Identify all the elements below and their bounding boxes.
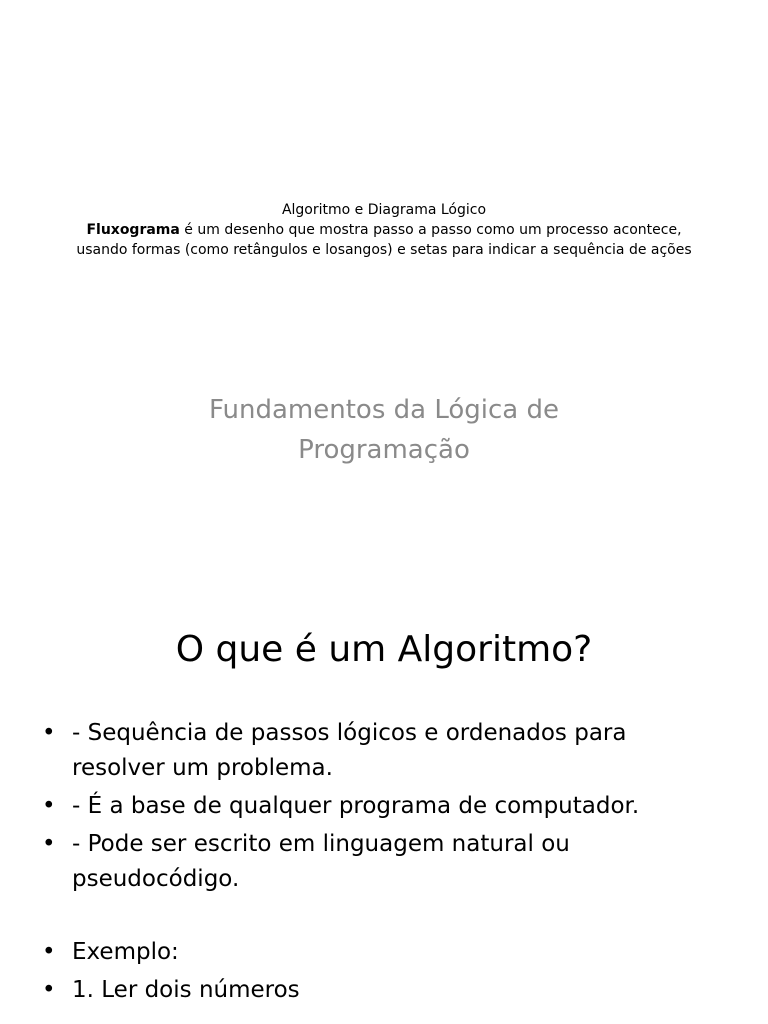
bullet-text-line-1: - Sequência de passos lógicos e ordenados para xyxy=(72,720,627,746)
intro-term: Fluxograma xyxy=(86,222,180,238)
bullet-text-line-2: pseudocódigo. xyxy=(72,866,240,892)
bullet-dot: • xyxy=(42,720,56,746)
bullet-item xyxy=(42,935,742,970)
bullet-text-line-2: resolver um problema. xyxy=(72,755,333,781)
intro-heading: Algoritmo e Diagrama Lógico xyxy=(281,202,487,218)
presentation-subtitle xyxy=(0,390,768,470)
intro-block xyxy=(0,200,768,260)
bullet-item xyxy=(42,973,742,1008)
bullet-list xyxy=(42,716,742,1011)
intro-definition-line-2: usando formas (como retângulos e losangos) e setas para indicar a sequência de ações xyxy=(76,242,692,258)
subtitle-line-1: Fundamentos da Lógica de xyxy=(209,395,559,425)
bullet-text-line-1: - Pode ser escrito em linguagem natural ou xyxy=(72,831,570,857)
bullet-item xyxy=(42,716,742,786)
subtitle-line-2: Programação xyxy=(298,435,470,465)
bullet-dot: • xyxy=(42,977,56,1003)
slide-title: O que é um Algoritmo? xyxy=(175,629,593,670)
bullet-text-line-1: - É a base de qualquer programa de computador. xyxy=(72,793,640,819)
bullet-text-line-1: Exemplo: xyxy=(72,939,179,965)
bullet-item xyxy=(42,827,742,897)
bullet-dot: • xyxy=(42,831,56,857)
bullet-dot: • xyxy=(42,939,56,965)
bullet-dot: • xyxy=(42,793,56,819)
bullet-item xyxy=(42,789,742,824)
intro-definition-rest: é um desenho que mostra passo a passo como um processo acontece, xyxy=(179,222,682,238)
bullet-text-line-1: 1. Ler dois números xyxy=(72,977,300,1003)
intro-definition-line-1 xyxy=(0,220,768,240)
